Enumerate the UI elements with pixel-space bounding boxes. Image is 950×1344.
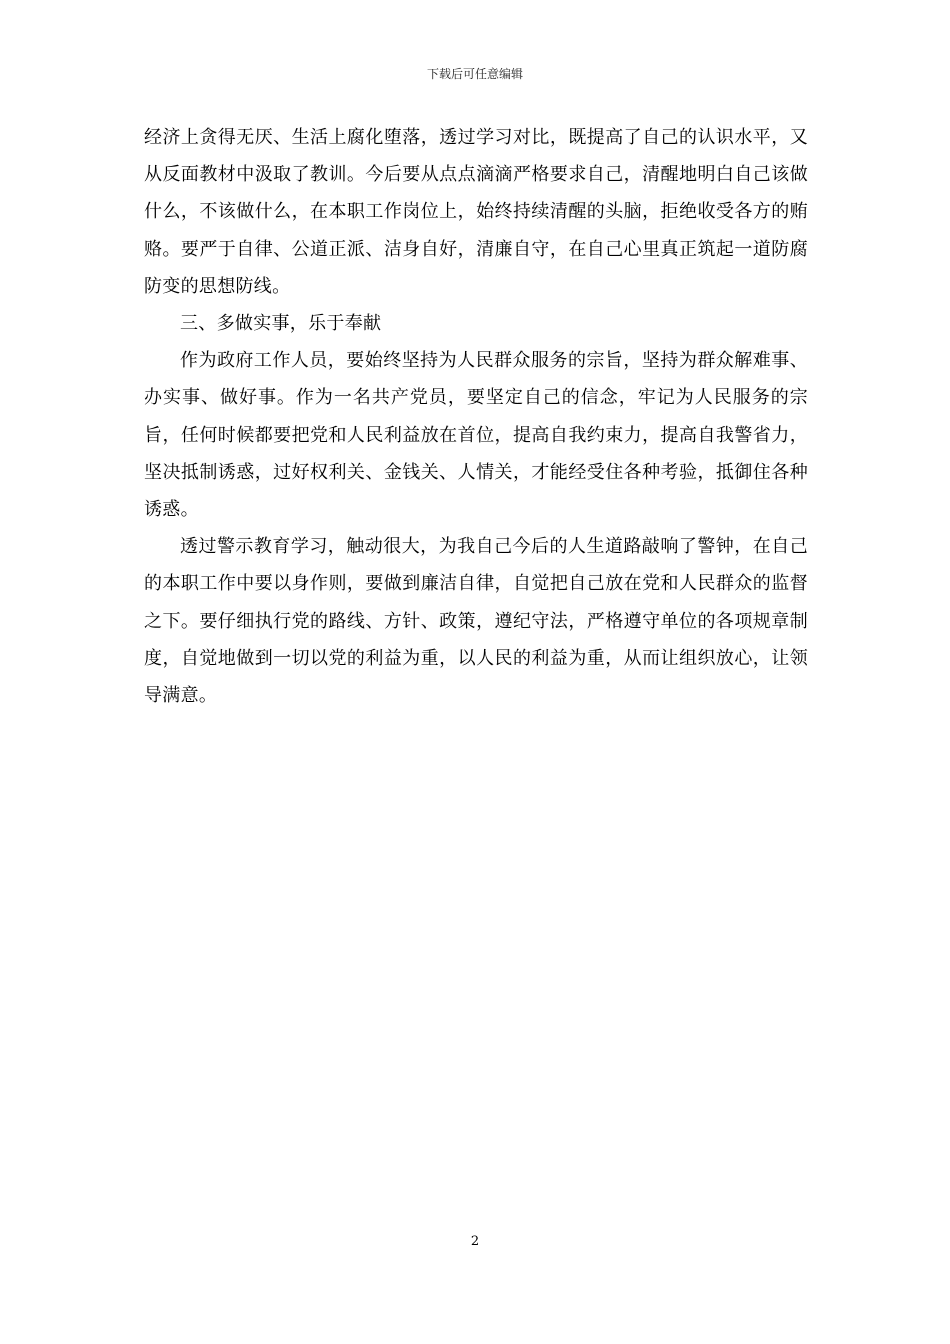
paragraph-continuation: 经济上贪得无厌、生活上腐化堕落，透过学习对比，既提高了自己的认识水平，又从反面教材中汲取了教训。今后要从点点滴滴严格要求自己，清醒地明白自己该做什么，不该做什么，在本职工作岗位上，始终持续清醒的头脑，拒绝收受各方的贿赂。要严于自律、公道正派、洁身自好，清廉自守，在自己心里真正筑起一道防腐防变的思想防线。: [144, 127, 808, 297]
paragraph: 透过警示教育学习，触动很大，为我自己今后的人生道路敲响了警钟，在自己的本职工作中要以身作则，要做到廉洁自律，自觉把自己放在党和人民群众的监督之下。要仔细执行党的路线、方针、政策，遵纪守法，严格遵守单位的各项规章制度，自觉地做到一切以党的利益为重，以人民的利益为重，从而让组织放心，让领导满意。: [144, 536, 808, 707]
document-body: [144, 119, 808, 714]
page-header: 下载后可任意编辑: [426, 67, 523, 81]
paragraph: 作为政府工作人员，要始终坚持为人民群众服务的宗旨，坚持为群众解难事、办实事、做好事。作为一名共产党员，要坚定自己的信念，牢记为人民服务的宗旨，任何时候都要把党和人民利益放在首位，提高自我约束力，提高自我警省力，坚决抵制诱惑，过好权利关、金钱关、人情关，才能经受住各种考验，抵御住各种诱惑。: [144, 350, 808, 521]
page-number: 2: [470, 1234, 480, 1249]
section-heading: 三、多做实事，乐于奉献: [180, 313, 382, 335]
